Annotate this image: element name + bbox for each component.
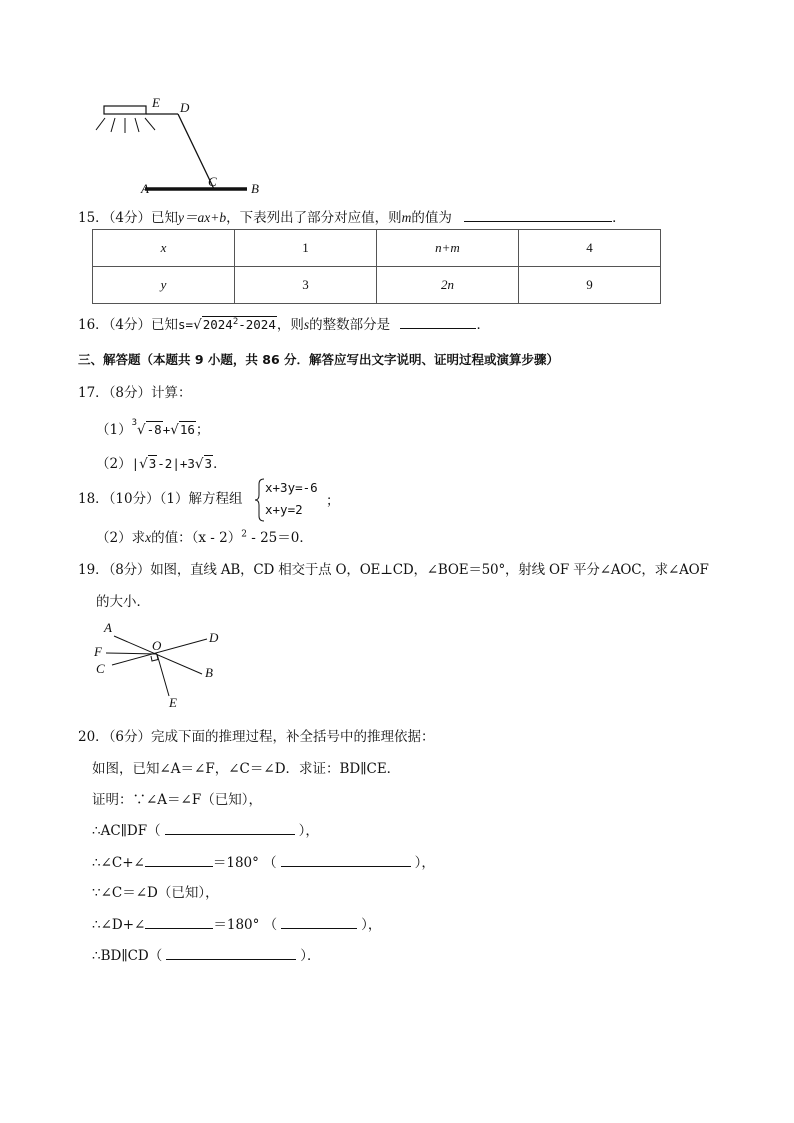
q20-line1: （6分）完成下面的推理过程，补全括号中的推理依据： xyxy=(108,729,435,745)
label-E: E xyxy=(152,95,160,110)
radical-sign: √ xyxy=(137,422,146,438)
radical-sign: √ xyxy=(139,456,148,472)
label-D: D xyxy=(209,630,219,645)
q15-text2: 的值为 xyxy=(411,210,452,226)
q17-score: （8分）计算： xyxy=(108,385,192,401)
q18-equation-1: x+3y=-6 xyxy=(265,480,318,495)
question-16 xyxy=(78,313,490,333)
q16-text: ，则 xyxy=(276,317,304,333)
question-17 xyxy=(78,381,192,401)
q20-line2: 如图，已知∠A＝∠F，∠C＝∠D．求证：BD∥CE． xyxy=(92,761,401,777)
q15-answer-blank[interactable] xyxy=(464,208,612,222)
table-cell: 1 xyxy=(235,230,377,267)
angle-blank[interactable] xyxy=(145,853,213,867)
q16-var: s xyxy=(303,317,310,332)
intersecting-lines-figure xyxy=(92,616,232,716)
q15-function: y＝ax+b xyxy=(178,210,227,225)
table-cell: n+m xyxy=(377,230,519,267)
radical-sign: √ xyxy=(170,422,179,438)
q18-part2: （2）求x的值：（x - 2）$^2$ - 25＝0． xyxy=(96,529,313,546)
table-row xyxy=(93,267,661,304)
brace-icon xyxy=(255,478,265,522)
q20-line7: ∴∠D+∠ ＝180° （ ）， xyxy=(92,917,382,933)
q20-line4: ∴AC∥DF（ ）， xyxy=(92,823,319,839)
q17-part2: （2）|√3-2|+3√3． xyxy=(96,456,227,472)
q15-text: ，下表列出了部分对应值，则 xyxy=(226,210,402,226)
table-cell: y xyxy=(93,267,235,304)
q16-radicand: 2024$^2$-2024 xyxy=(202,316,276,332)
question-19 xyxy=(78,558,709,578)
q16-answer-blank[interactable] xyxy=(400,315,476,329)
table-cell: 4 xyxy=(519,230,661,267)
q20-line3: 证明：∵∠A＝∠F（已知）， xyxy=(92,792,262,808)
q18-equation-2: x+y=2 xyxy=(265,502,303,517)
label-F: F xyxy=(94,644,102,659)
reason-blank[interactable] xyxy=(165,821,295,835)
q19-line2: 的大小． xyxy=(96,594,150,610)
q15-end: ． xyxy=(612,210,626,226)
reason-blank[interactable] xyxy=(281,853,411,867)
table-row xyxy=(93,230,661,267)
value-table xyxy=(92,229,661,304)
table-cell: 3 xyxy=(235,267,377,304)
question-18 xyxy=(78,487,242,507)
radicand: 16 xyxy=(179,422,195,437)
q17-part1: $(1)^3√-8+√16$； xyxy=(96,417,210,438)
radicand: 3 xyxy=(148,456,157,471)
reason-blank[interactable] xyxy=(166,946,296,960)
q20-line8: ∴BD∥CD（ ）． xyxy=(92,948,321,964)
table-cell: 9 xyxy=(519,267,661,304)
radicand: -8 xyxy=(146,422,162,437)
q20-line6: ∵∠C＝∠D（已知）， xyxy=(92,885,219,901)
label-A: A xyxy=(104,620,112,635)
q20-number: 20． xyxy=(78,729,109,745)
q16-score: （4分）已知 xyxy=(108,317,179,333)
section-heading: 三、解答题（本题共 9 小题，共 86 分．解答应写出文字说明、证明过程或演算步骤） xyxy=(78,352,560,367)
q18-score: （10分）（1）解方程组 xyxy=(108,491,243,507)
q15-score: （4分）已知 xyxy=(108,210,179,226)
radical-sign: √ xyxy=(193,317,202,333)
q16-number: 16． xyxy=(78,317,109,333)
q15-var: m xyxy=(401,210,412,225)
q16-end: ． xyxy=(476,317,490,333)
label-A: A xyxy=(141,181,149,196)
radical-sign: √ xyxy=(194,456,204,472)
label-O: O xyxy=(152,638,162,653)
root-index: 3 xyxy=(131,417,138,428)
label-D: D xyxy=(180,100,190,115)
label-B: B xyxy=(251,181,259,196)
lamp-rod-figure xyxy=(85,92,275,202)
question-20 xyxy=(78,725,435,745)
reason-blank[interactable] xyxy=(281,915,357,929)
radicand: 3 xyxy=(204,456,213,471)
q18-end: ； xyxy=(326,493,340,509)
table-cell: 2n xyxy=(377,267,519,304)
label-E: E xyxy=(169,695,177,710)
table-cell: x xyxy=(93,230,235,267)
q18-number: 18． xyxy=(78,491,109,507)
label-B: B xyxy=(205,665,213,680)
q16-s-eq: s= xyxy=(178,317,194,332)
question-15 xyxy=(78,206,626,226)
angle-blank[interactable] xyxy=(145,915,213,929)
q19-line1: （8分）如图，直线 AB，CD 相交于点 O，OE⊥CD，∠BOE＝50°，射线 OF 平分∠AOC，求∠AOF xyxy=(108,562,709,578)
q16-text2: 的整数部分是 xyxy=(309,317,391,333)
q15-number: 15． xyxy=(78,210,109,226)
q17-number: 17． xyxy=(78,385,109,401)
label-C: C xyxy=(96,661,105,676)
q19-number: 19． xyxy=(78,562,109,578)
q20-line5: ∴∠C+∠ ＝180° （ ）， xyxy=(92,855,435,871)
label-C: C xyxy=(208,174,217,189)
